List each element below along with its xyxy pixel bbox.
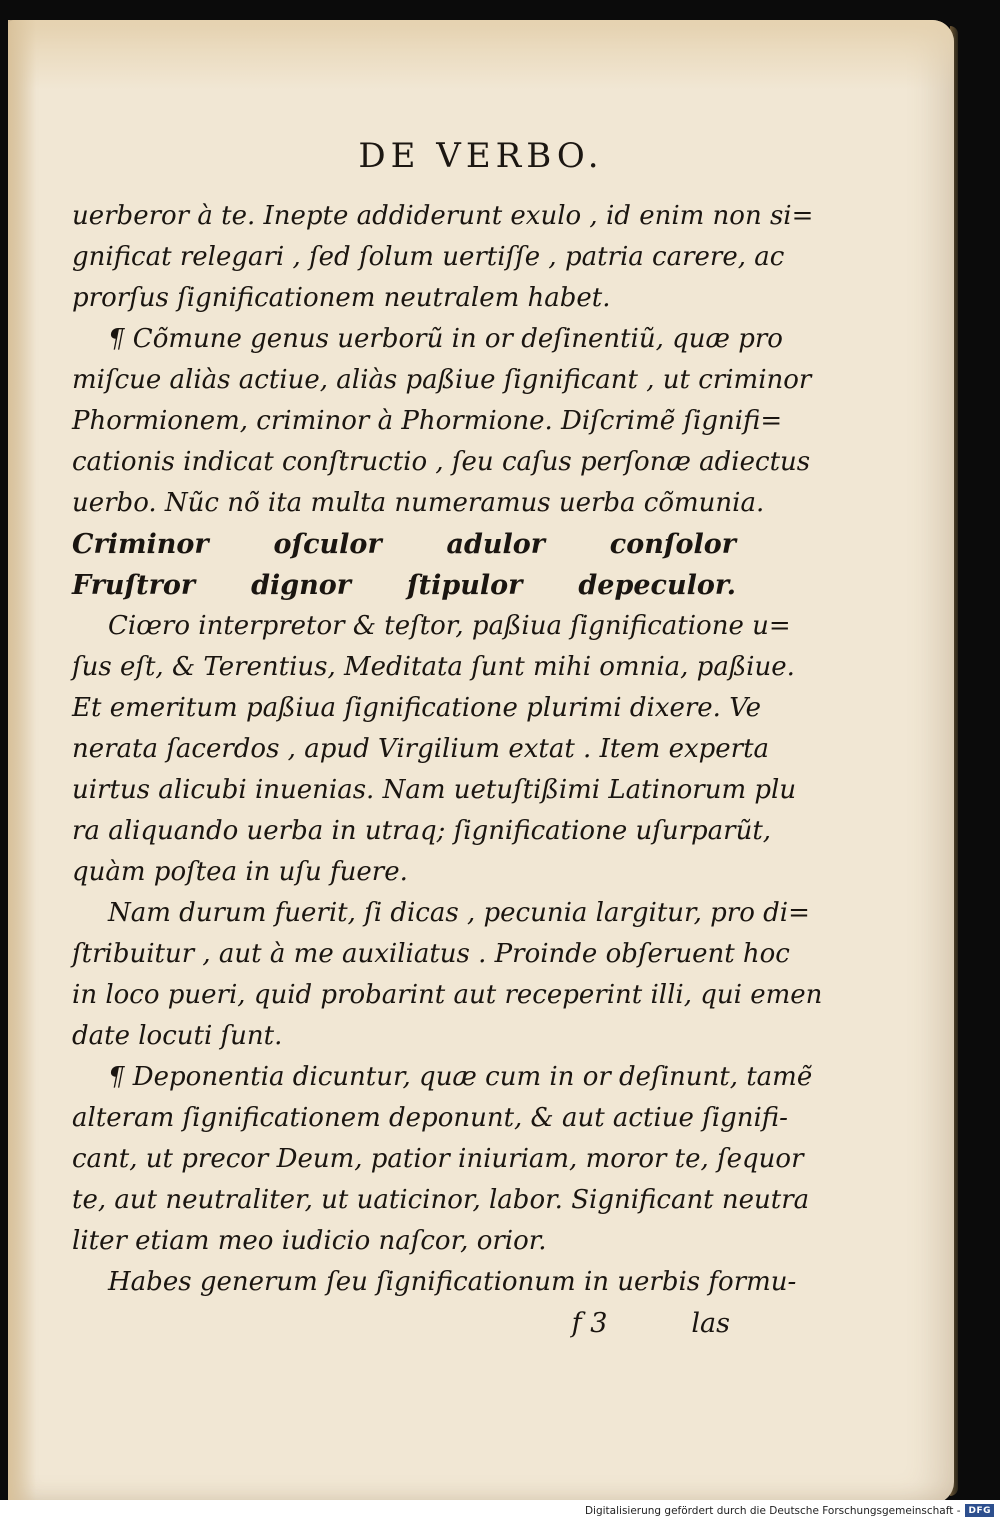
verb-item: adulor — [446, 529, 545, 560]
text-line: ra aliquando uerba in utraq; ſignificatione uſurparũt, — [72, 816, 772, 846]
verb-item: depeculor. — [578, 570, 736, 601]
page-body — [72, 196, 823, 1344]
text-line: alteram ſignificationem deponunt, & aut actiue ſignifi- — [72, 1103, 788, 1133]
text-line: quàm poſtea in uſu fuere. — [72, 857, 408, 887]
verb-list-row — [72, 524, 736, 565]
catchword: las — [691, 1308, 730, 1339]
text-line: cant, ut precor Deum, patior iniuriam, moror te, ſequor — [72, 1144, 804, 1174]
text-line: uerberor à te. Inepte addiderunt exulo , id enim non si= — [72, 201, 814, 231]
text-line: Phormionem, criminor à Phormione. Diſcrimẽ ſignifi= — [72, 406, 783, 436]
text-line: liter etiam meo iudicio naſcor, orior. — [72, 1226, 547, 1256]
credit-text: Digitalisierung gefördert durch die Deutsche Forschungsgemeinschaft - — [584, 1504, 961, 1517]
paragraph-start: Habes generum ſeu ſignificationum in uerbis formu- — [108, 1267, 797, 1297]
page-footer — [72, 1303, 736, 1344]
verb-item: ſtipulor — [407, 570, 523, 601]
text-line: uirtus alicubi inuenias. Nam uetuſtißimi Latinorum plu — [72, 775, 797, 805]
verb-item: Fruſtror — [72, 570, 196, 601]
paragraph-start: ¶ Deponentia dicuntur, quæ cum in or deſinunt, tamẽ — [108, 1062, 813, 1092]
paragraph-start: Nam durum fuerit, ſi dicas , pecunia largitur, pro di= — [108, 898, 810, 928]
text-line: prorſus ſignificationem neutralem habet. — [72, 283, 611, 313]
text-line: ſtribuitur , aut à me auxiliatus . Proinde obſeruent hoc — [72, 939, 790, 969]
text-line: nerata ſacerdos , apud Virgilium extat . Item experta — [72, 734, 770, 764]
paragraph-start: Ciœro interpretor & teſtor, paßiua ſignificatione u= — [108, 611, 791, 641]
text-line: Et emeritum paßiua ſignificatione plurimi dixere. Ve — [72, 693, 761, 723]
verb-item: Criminor — [72, 529, 209, 560]
text-line: ſus eſt, & Terentius, Meditata ſunt mihi omnia, paßiue. — [72, 652, 795, 682]
digitization-credit — [0, 1500, 1000, 1521]
text-line: te, aut neutraliter, ut uaticinor, labor. Significant neutra — [72, 1185, 810, 1215]
signature-mark: f 3 — [571, 1308, 608, 1339]
text-line: cationis indicat conſtructio , ſeu caſus perſonæ adiectus — [72, 447, 811, 477]
verb-list-row — [72, 565, 736, 606]
verb-item: conſolor — [609, 529, 736, 560]
verb-item: oſculor — [273, 529, 382, 560]
text-line: in loco pueri, quid probarint aut receperint illi, qui emen — [72, 980, 823, 1010]
text-line: miſcue aliàs actiue, aliàs paßiue ſignificant , ut criminor — [72, 365, 812, 395]
paragraph-start: ¶ Cõmune genus uerborũ in or deſinentiũ, quæ pro — [108, 324, 783, 354]
text-line: gnificat relegari , ſed ſolum uertiſſe , patria carere, ac — [72, 242, 785, 272]
text-line: date locuti ſunt. — [72, 1021, 283, 1051]
running-head: DE VERBO. — [358, 136, 604, 176]
book-page — [8, 20, 954, 1504]
dfg-logo-icon: DFG — [965, 1504, 994, 1517]
text-line: uerbo. Nũc nõ ita multa numeramus uerba cõmunia. — [72, 488, 765, 518]
verb-item: dignor — [251, 570, 352, 601]
